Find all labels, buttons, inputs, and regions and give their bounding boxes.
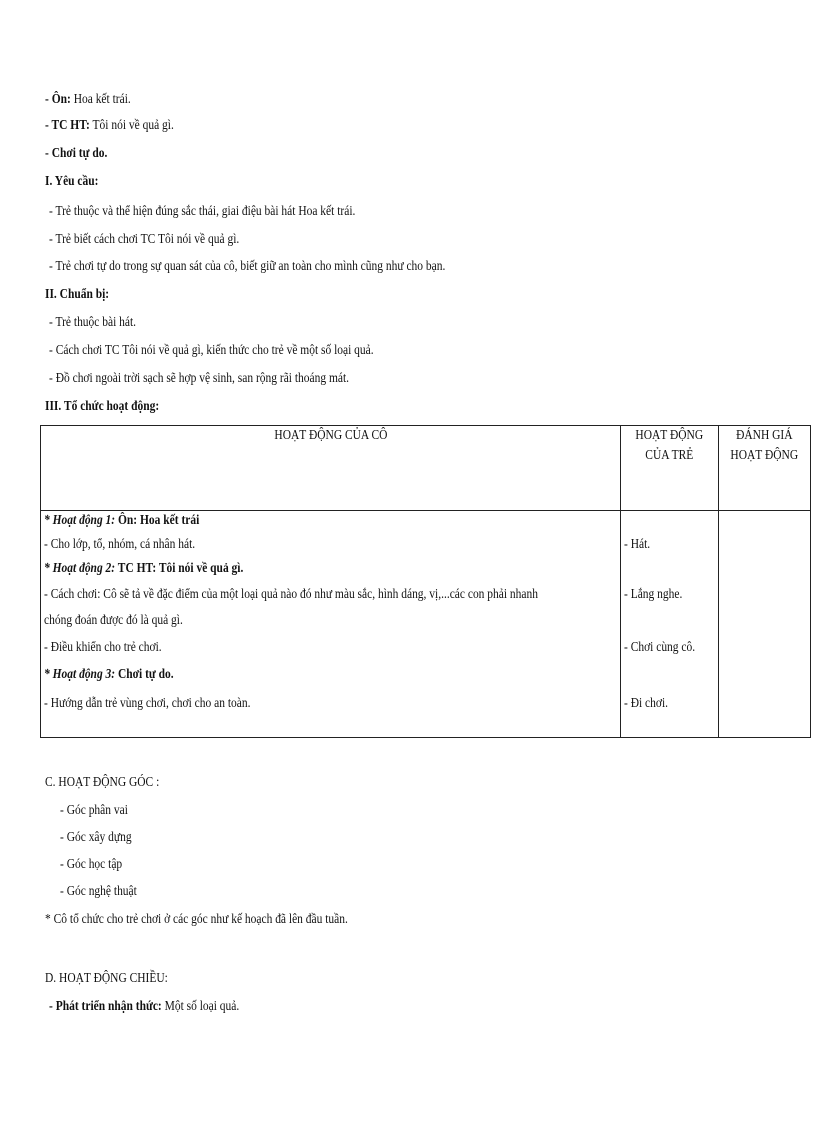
table-header-row xyxy=(41,426,811,511)
chieu-item: - Phát triển nhận thức: Một số loại quả. xyxy=(49,999,240,1014)
header-evaluation: ĐÁNH GIÁ HOẠT ĐỘNG xyxy=(719,426,811,511)
intro-choi: - Chơi tự do. xyxy=(45,146,108,161)
section-yeu-cau-title: I. Yêu cầu: xyxy=(45,174,99,189)
goc-note: * Cô tổ chức cho trẻ chơi ở các góc như kế hoạch đã lên đầu tuần. xyxy=(45,912,348,927)
chuan-bi-item: - Đồ chơi ngoài trời sạch sẽ hợp vệ sinh, san rộng rãi thoáng mát. xyxy=(49,371,350,386)
activity-table xyxy=(40,425,811,738)
child-activity: - Chơi cùng cô. xyxy=(624,640,696,655)
table-body-row xyxy=(41,511,811,738)
teacher-activities-cell xyxy=(41,511,621,738)
section-to-chuc-title: III. Tổ chức hoạt động: xyxy=(45,399,160,414)
header-child: HOẠT ĐỘNG CỦA TRẺ xyxy=(621,426,719,511)
child-activity: - Lắng nghe. xyxy=(624,587,683,602)
activity-3-line: - Hướng dẫn trẻ vùng chơi, chơi cho an toàn. xyxy=(44,696,251,711)
section-chuan-bi-title: II. Chuẩn bị: xyxy=(45,287,110,302)
chuan-bi-item: - Trẻ thuộc bài hát. xyxy=(49,315,137,330)
section-chieu-title: D. HOẠT ĐỘNG CHIỀU: xyxy=(45,971,168,986)
child-activity: - Hát. xyxy=(624,537,651,552)
chuan-bi-item: - Cách chơi TC Tôi nói về quả gì, kiến thức cho trẻ về một số loại quả. xyxy=(49,343,374,358)
header-teacher: HOẠT ĐỘNG CỦA CÔ xyxy=(41,426,621,511)
yeu-cau-item: - Trẻ biết cách chơi TC Tôi nói về quả gì. xyxy=(49,232,240,247)
evaluation-cell xyxy=(719,511,811,738)
goc-item: - Góc xây dựng xyxy=(60,830,132,845)
goc-item: - Góc phân vai xyxy=(60,803,128,818)
goc-item: - Góc học tập xyxy=(60,857,123,872)
child-activity: - Đi chơi. xyxy=(624,696,669,711)
intro-on: - Ôn: Hoa kết trái. xyxy=(45,92,131,107)
activity-2-heading: * Hoạt động 2: TC HT: Tôi nói về quả gì. xyxy=(44,561,244,576)
activity-1-heading: * Hoạt động 1: Ôn: Hoa kết trái xyxy=(44,513,200,528)
activity-2-line: - Cách chơi: Cô sẽ tả về đặc điểm của một loại quả nào đó như màu sắc, hình dáng, vị,...các con phải nhanh xyxy=(44,587,538,602)
section-goc-title: C. HOẠT ĐỘNG GÓC : xyxy=(45,775,160,790)
activity-3-heading: * Hoạt động 3: Chơi tự do. xyxy=(44,667,174,682)
yeu-cau-item: - Trẻ thuộc và thể hiện đúng sắc thái, giai điệu bài hát Hoa kết trái. xyxy=(49,204,356,219)
activity-2-line: chóng đoán được đó là quả gì. xyxy=(44,613,183,628)
activity-2-line: - Điều khiển cho trẻ chơi. xyxy=(44,640,162,655)
yeu-cau-item: - Trẻ chơi tự do trong sự quan sát của cô, biết giữ an toàn cho mình cũng như cho bạn. xyxy=(49,259,446,274)
child-activities-cell xyxy=(621,511,719,738)
activity-1-line: - Cho lớp, tổ, nhóm, cá nhân hát. xyxy=(44,537,196,552)
goc-item: - Góc nghệ thuật xyxy=(60,884,137,899)
intro-tc: - TC HT: Tôi nói về quả gì. xyxy=(45,118,174,133)
